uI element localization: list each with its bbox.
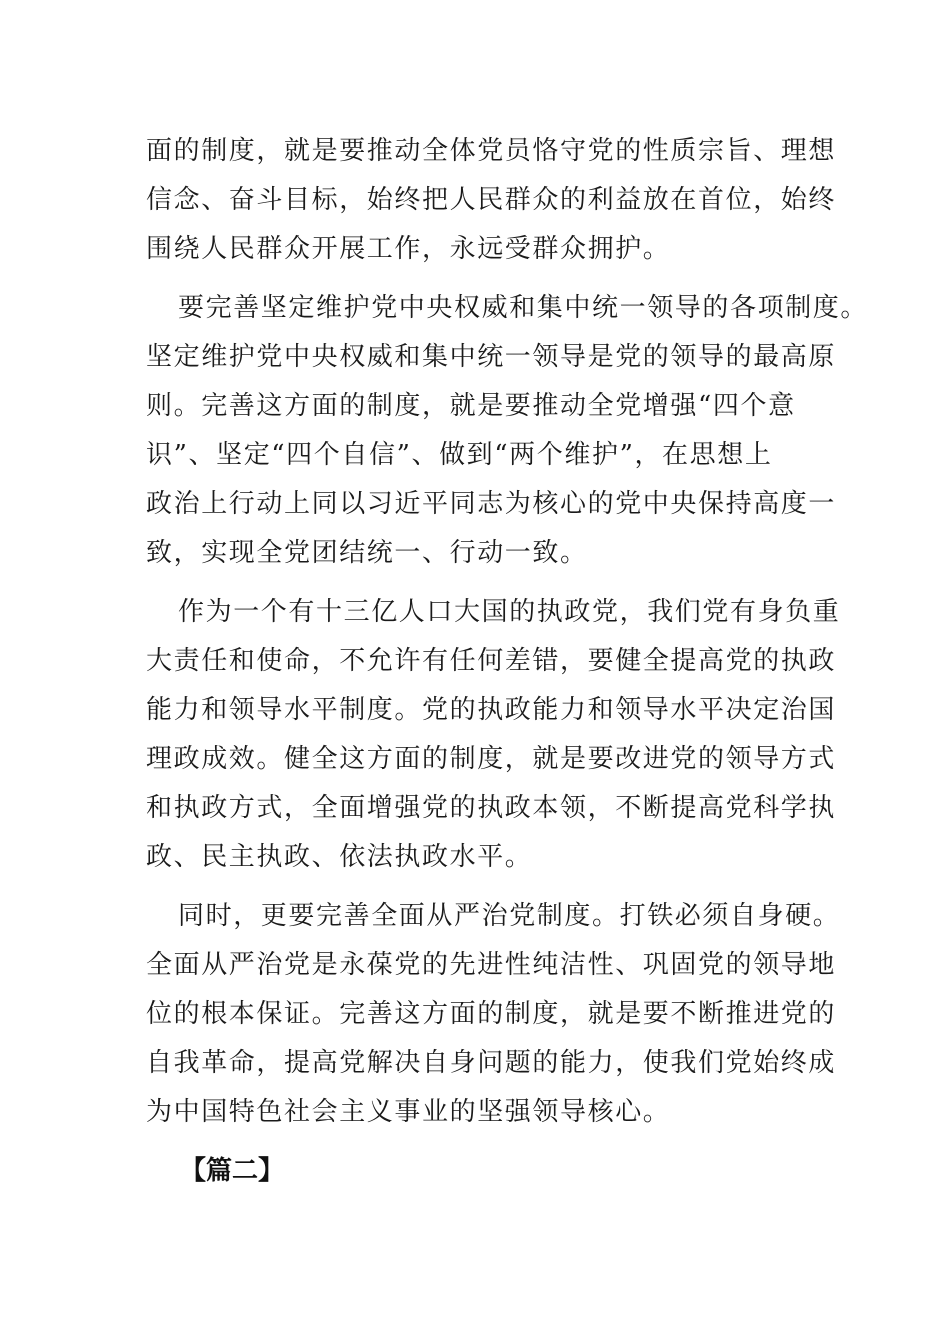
paragraph-1-line-3: 围绕人民群众开展工作，永远受群众拥护。 bbox=[146, 234, 671, 264]
section-heading: 【篇二】 bbox=[180, 1156, 285, 1186]
paragraph-2-line-4: 识”、坚定“四个自信”、做到“两个维护”，在思想上 bbox=[146, 440, 773, 470]
paragraph-3-line-4: 理政成效。健全这方面的制度，就是要改进党的领导方式 bbox=[146, 744, 837, 774]
paragraph-2-line-1: 要完善坚定维护党中央权威和集中统一领导的各项制度。 bbox=[178, 293, 869, 323]
paragraph-4-line-1: 同时，更要完善全面从严治党制度。打铁必须自身硬。 bbox=[178, 901, 841, 931]
paragraph-4-line-2: 全面从严治党是永葆党的先进性纯洁性、巩固党的领导地 bbox=[146, 950, 837, 980]
paragraph-4-line-3: 位的根本保证。完善这方面的制度，就是要不断推进党的 bbox=[146, 999, 837, 1029]
paragraph-3-line-3: 能力和领导水平制度。党的执政能力和领导水平决定治国 bbox=[146, 695, 837, 725]
paragraph-3-line-6: 政、民主执政、依法执政水平。 bbox=[146, 842, 533, 872]
paragraph-2-line-2: 坚定维护党中央权威和集中统一领导是党的领导的最高原 bbox=[146, 342, 837, 372]
paragraph-2-line-5: 政治上行动上同以习近平同志为核心的党中央保持高度一 bbox=[146, 489, 837, 519]
paragraph-1-line-2: 信念、奋斗目标，始终把人民群众的利益放在首位，始终 bbox=[146, 185, 837, 215]
paragraph-2-line-3: 则。完善这方面的制度，就是要推动全党增强“四个意 bbox=[146, 391, 796, 421]
paragraph-1-line-1: 面的制度，就是要推动全体党员恪守党的性质宗旨、理想 bbox=[146, 136, 837, 166]
paragraph-3-line-5: 和执政方式，全面增强党的执政本领，不断提高党科学执 bbox=[146, 793, 837, 823]
paragraph-4-line-5: 为中国特色社会主义事业的坚强领导核心。 bbox=[146, 1097, 671, 1127]
paragraph-3-line-2: 大责任和使命，不允许有任何差错，要健全提高党的执政 bbox=[146, 646, 837, 676]
paragraph-3-line-1: 作为一个有十三亿人口大国的执政党，我们党有身负重 bbox=[178, 597, 841, 627]
paragraph-4-line-4: 自我革命，提高党解决自身问题的能力，使我们党始终成 bbox=[146, 1048, 837, 1078]
paragraph-2-line-6: 致，实现全党团结统一、行动一致。 bbox=[146, 538, 588, 568]
